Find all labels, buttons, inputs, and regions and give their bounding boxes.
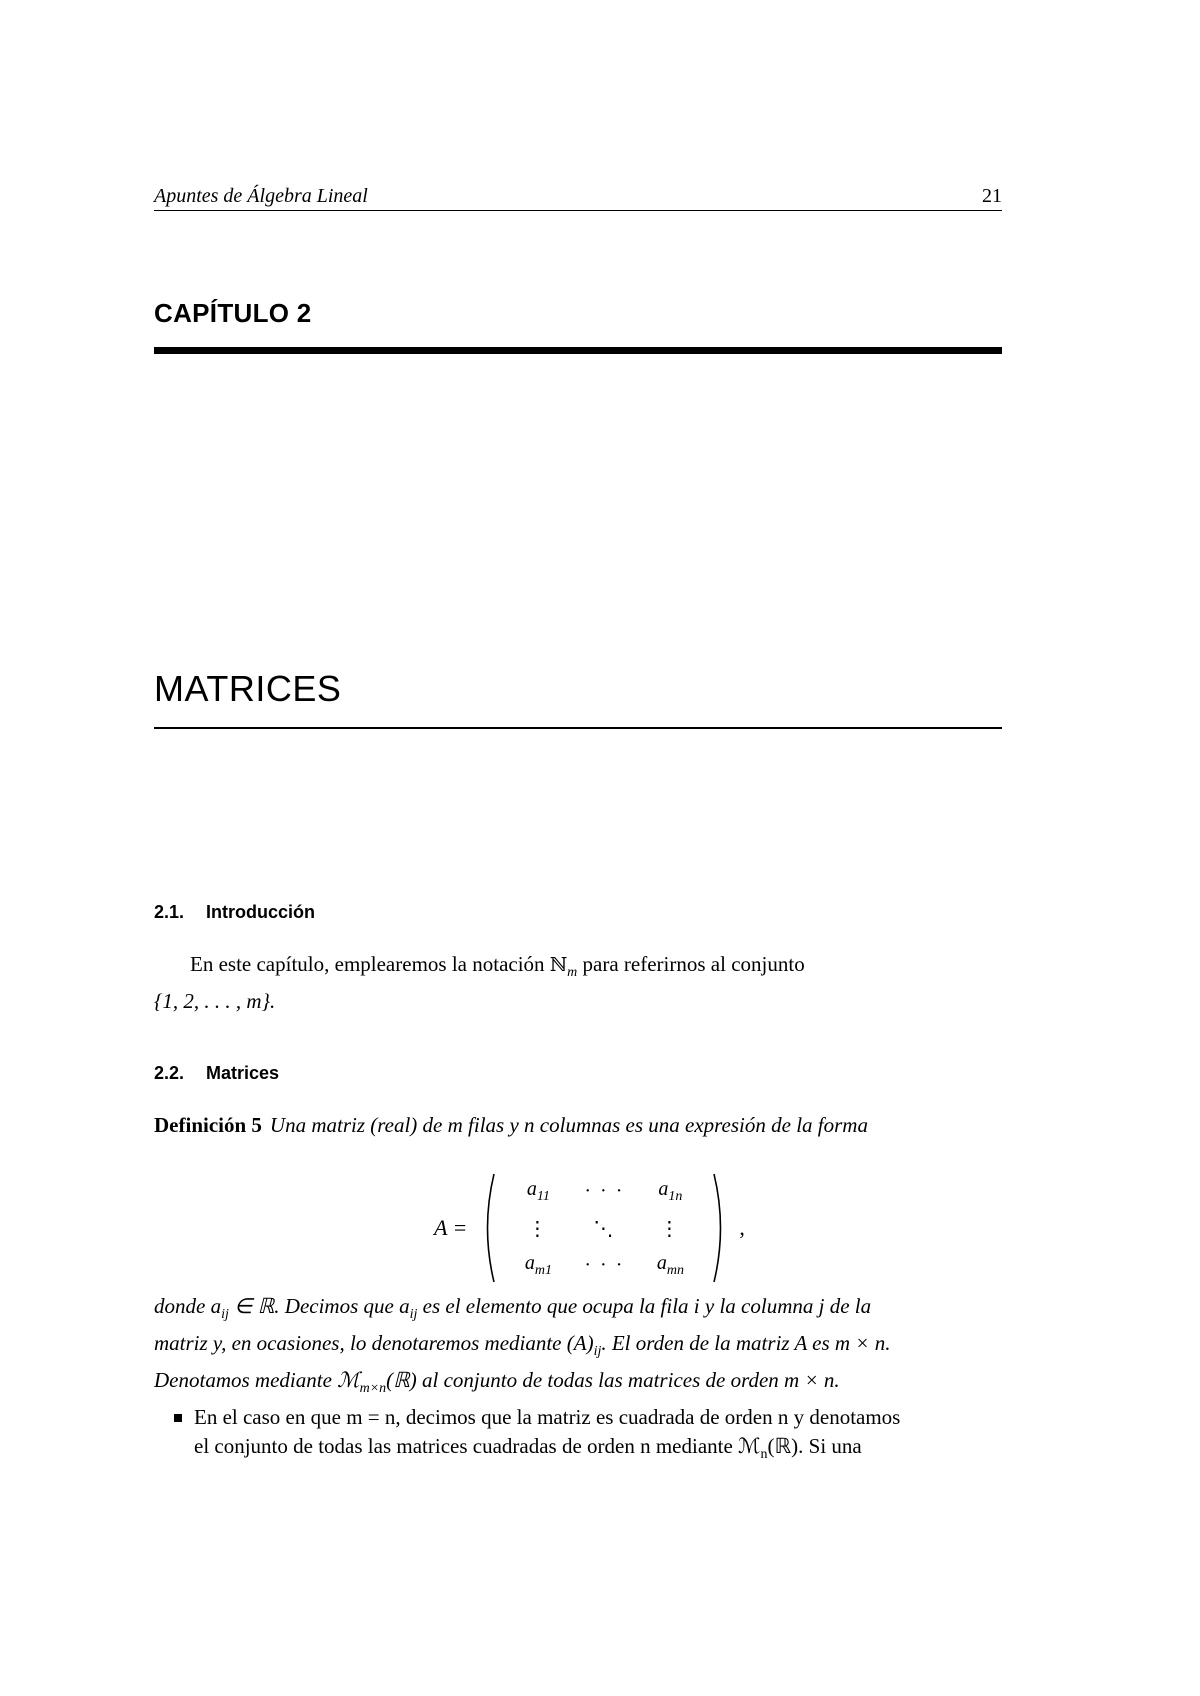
section-heading-intro: [154, 902, 315, 923]
definition-text: Una matriz (real) de m filas y n columnas es una expresión de la forma: [269, 1113, 868, 1137]
section-number: 2.1.: [154, 902, 185, 922]
matrix-cell-amn: $a_{mn}$: [656, 1251, 684, 1278]
running-header: [154, 182, 1002, 211]
matrix-cell-a11: $a_{11}$: [526, 1177, 550, 1204]
section-title: Introducción: [206, 902, 315, 922]
chapter-rule: [154, 347, 1002, 354]
page-number: 21: [982, 185, 1002, 207]
definition-body: donde $a_{ij}$ ∈ ℝ. Decimos que $a_{ij}$ es el elemento que ocupa la fila i y la columna j de la matriz y, en ocasiones, lo denotaremos mediante $(A)_{ij}$. El orden de la matriz A es m × n. Denotamos mediante ℳ$_{m\times n}$(ℝ) al conjunto de todas las matrices de orden m × n.: [154, 1294, 891, 1397]
matrix-comma: ,: [739, 1215, 745, 1240]
matrix-ddots: ⋱: [593, 1217, 616, 1240]
chapter-title: MATRICES: [154, 668, 342, 709]
title-rule: [154, 727, 1002, 729]
matrix-lhs: A =: [434, 1215, 468, 1240]
matrix-cell-a1n: $a_{1n}$: [658, 1177, 683, 1204]
matrix-hdots: · · ·: [584, 1253, 625, 1276]
section-heading-matrices: [154, 1063, 279, 1084]
section-title: Matrices: [206, 1063, 280, 1083]
definition-label: Definición 5: [154, 1113, 262, 1137]
matrix-vdots: ⋮: [659, 1217, 682, 1240]
naturals-subscript: m: [567, 965, 578, 981]
matrix-hdots: · · ·: [584, 1179, 625, 1202]
matrix-grid: [501, 1172, 707, 1284]
definition-statement: [154, 1113, 1002, 1138]
left-paren-icon: [479, 1172, 497, 1284]
intro-text-1: En este capítulo, emplearemos la notación: [190, 952, 550, 976]
intro-text-2: para referirnos al conjunto: [577, 952, 805, 976]
right-paren-icon: [711, 1172, 729, 1284]
list-item-text: En el caso en que m = n, decimos que la matriz es cuadrada de orden n y denotamos el conjunto de todas las matrices cuadradas de orden n mediante ℳ$_n$(ℝ). Si una: [194, 1405, 901, 1463]
chapter-label: CAPÍTULO 2: [154, 298, 312, 328]
running-header-title: Apuntes de Álgebra Lineal: [154, 185, 368, 207]
intro-paragraph: [154, 950, 1002, 1016]
set-notation: {1, 2, . . . , m}.: [154, 989, 276, 1014]
matrix-display: [434, 1168, 874, 1288]
list-item: [154, 1403, 1002, 1469]
section-number: 2.2.: [154, 1063, 185, 1083]
matrix-cell-am1: $a_{m1}$: [524, 1251, 552, 1278]
bullet-square-icon: [174, 1414, 182, 1422]
naturals-symbol: ℕ: [549, 954, 568, 976]
document-page: [154, 0, 1002, 1696]
matrix-vdots: ⋮: [527, 1217, 550, 1240]
